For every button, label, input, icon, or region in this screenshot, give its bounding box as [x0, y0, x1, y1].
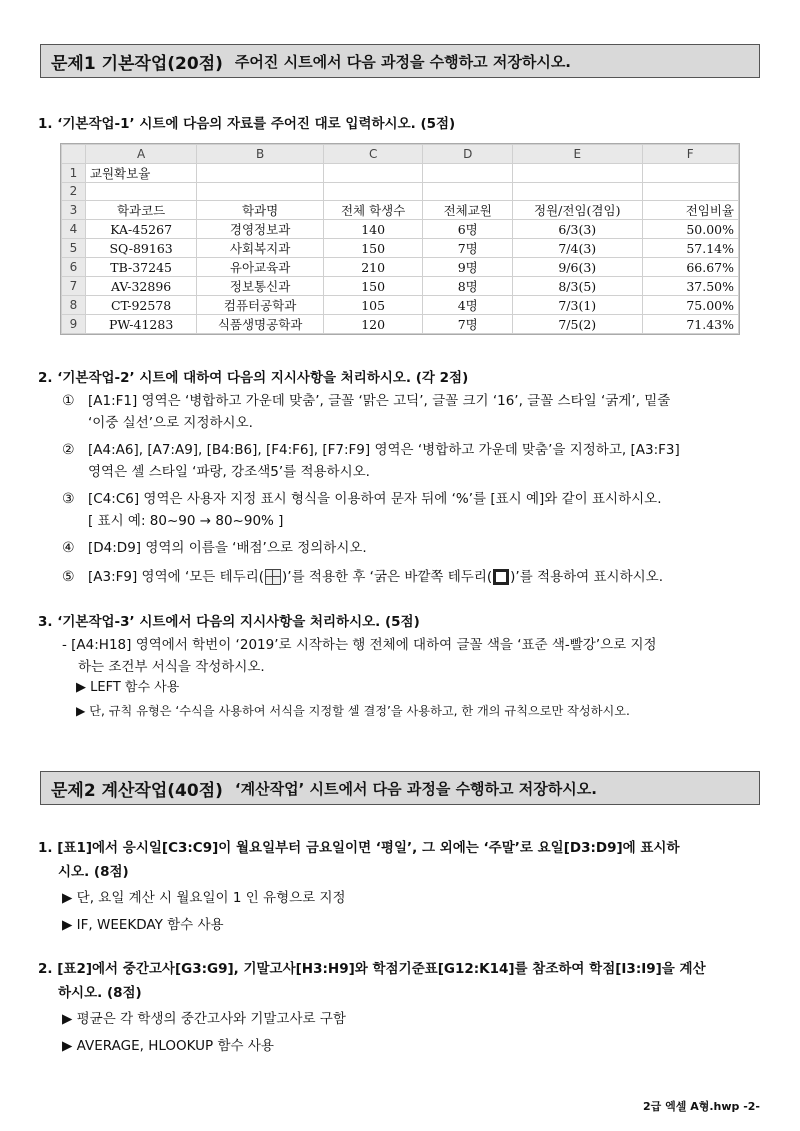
sheet-cell[interactable]: 컴퓨터공학과	[197, 296, 324, 315]
spreadsheet-table	[61, 144, 739, 334]
sheet-cell[interactable]	[513, 182, 643, 201]
sheet-cell[interactable]	[642, 182, 739, 201]
p2-q1-bullet2: ▶ IF, WEEKDAY 함수 사용	[62, 917, 224, 933]
column-header[interactable]: B	[197, 145, 324, 164]
row-header[interactable]: 2	[62, 182, 86, 201]
p1-q3-bullet2: ▶ 단, 규칙 유형은 ‘수식을 사용하여 서식을 지정할 셀 결정’을 사용하고, 한 개의 규칙으로만 작성하시오.	[76, 704, 630, 718]
sheet-cell[interactable]: 120	[323, 315, 423, 334]
column-header[interactable]: E	[513, 145, 643, 164]
p1-q3-num: 3.	[38, 614, 53, 630]
p2-q2-line2: 하시오. (8점)	[58, 985, 142, 1001]
row-header[interactable]: 9	[62, 315, 86, 334]
sheet-cell[interactable]	[85, 182, 196, 201]
row-header[interactable]: 3	[62, 201, 86, 220]
row-header[interactable]: 8	[62, 296, 86, 315]
column-header[interactable]: A	[85, 145, 196, 164]
sheet-cell[interactable]: 전체 학생수	[323, 201, 423, 220]
sheet-cell[interactable]: 4명	[423, 296, 513, 315]
p1-q2-text: ‘기본작업-2’ 시트에 대하여 다음의 지시사항을 처리하시오. (각 2점)	[57, 370, 469, 386]
sheet-cell[interactable]: 7/4(3)	[513, 239, 643, 258]
sheet-cell[interactable]	[423, 182, 513, 201]
sheet-cell[interactable]: 75.00%	[642, 296, 739, 315]
p2-q1-line1: [표1]에서 응시일[C3:C9]이 월요일부터 금요일이면 ‘평일’, 그 외에는 ‘주말’로 요일[D3:D9]에 표시하	[57, 840, 680, 856]
p1-q2-num: 2.	[38, 370, 53, 386]
sheet-cell[interactable]: 105	[323, 296, 423, 315]
problem2-title: 문제2 계산작업(40점)	[51, 780, 223, 801]
problem2-header	[40, 771, 760, 805]
sheet-cell[interactable]	[642, 163, 739, 182]
item-mark: ④	[62, 540, 75, 556]
p2-q2-num: 2.	[38, 961, 53, 977]
p2-q2-bullet1: ▶ 평균은 각 학생의 중간고사와 기말고사로 구함	[62, 1011, 346, 1027]
p1-q1	[38, 112, 762, 136]
sheet-row	[62, 258, 739, 277]
thick-outside-border-icon	[493, 569, 509, 585]
p1-q3-bullet1: ▶ LEFT 함수 사용	[76, 680, 180, 695]
sheet-row	[62, 315, 739, 334]
sheet-row	[62, 239, 739, 258]
sheet-cell[interactable]: 9/6(3)	[513, 258, 643, 277]
sheet-row	[62, 277, 739, 296]
sheet-cell[interactable]: 8명	[423, 277, 513, 296]
problem1-header	[40, 44, 760, 78]
sheet-cell[interactable]: 6/3(3)	[513, 220, 643, 239]
sheet-cell[interactable]: 71.43%	[642, 315, 739, 334]
row-header[interactable]: 5	[62, 239, 86, 258]
p1-q3-line2: 하는 조건부 서식을 작성하시오.	[78, 659, 265, 675]
p2-q1	[38, 836, 762, 860]
sheet-cell[interactable]: 7/3(1)	[513, 296, 643, 315]
sheet-cell[interactable]: 7명	[423, 315, 513, 334]
sheet-cell[interactable]: SQ-89163	[85, 239, 196, 258]
p2-q2	[38, 957, 762, 981]
problem1-title: 문제1 기본작업(20점)	[51, 53, 223, 74]
item-line1: [A1:F1] 영역은 ‘병합하고 가운데 맞춤’, 글꼴 ‘맑은 고딕’, 글꼴 크기 ‘16’, 글꼴 스타일 ‘굵게’, 밑줄	[88, 393, 671, 409]
p2-q2-line1: [표2]에서 중간고사[G3:G9], 기말고사[H3:H9]와 학점기준표[G12:K14]를 참조하여 학점[I3:I9]을 계산	[57, 961, 706, 977]
spreadsheet	[60, 143, 740, 335]
p1-q2-item4	[62, 536, 367, 560]
p1-q2-item3	[62, 487, 662, 511]
sheet-cell[interactable]: 50.00%	[642, 220, 739, 239]
p1-q2-item2	[62, 438, 680, 462]
sheet-cell[interactable]: 학과코드	[85, 201, 196, 220]
sheet-row	[62, 220, 739, 239]
column-header[interactable]: C	[323, 145, 423, 164]
p1-q2-item1-line2: ‘이중 실선’으로 지정하시오.	[88, 415, 253, 431]
sheet-cell[interactable]: 150	[323, 239, 423, 258]
p1-q3-text: ‘기본작업-3’ 시트에서 다음의 지시사항을 처리하시오. (5점)	[57, 614, 420, 630]
item-mark: ⑤	[62, 569, 75, 585]
sheet-cell[interactable]	[323, 163, 423, 182]
sheet-row	[62, 296, 739, 315]
sheet-cell[interactable]: 7/5(2)	[513, 315, 643, 334]
p1-q2-item5	[62, 565, 663, 589]
sheet-cell[interactable]: AV-32896	[85, 277, 196, 296]
p1-q2-item3-line2: [ 표시 예: 80~90 → 80~90% ]	[88, 513, 284, 529]
p1-q2-item1	[62, 389, 670, 413]
p2-q1-num: 1.	[38, 840, 53, 856]
sheet-cell[interactable]: 전임비율	[642, 201, 739, 220]
item-line1: [C4:C6] 영역은 사용자 지정 표시 형식을 이용하여 문자 뒤에 ‘%’를 [표시 예]와 같이 표시하시오.	[88, 491, 662, 507]
sheet-cell[interactable]: 식품생명공학과	[197, 315, 324, 334]
sheet-cell[interactable]: 전체교원	[423, 201, 513, 220]
item-part1: [A3:F9] 영역에 ‘모든 테두리(	[88, 569, 265, 585]
page-footer: 2급 엑셀 A형.hwp -2-	[643, 1100, 760, 1113]
sheet-cell[interactable]: 정보통신과	[197, 277, 324, 296]
sheet-cell[interactable]: 140	[323, 220, 423, 239]
row-header[interactable]: 1	[62, 163, 86, 182]
sheet-cell[interactable]: TB-37245	[85, 258, 196, 277]
item-line1: [A4:A6], [A7:A9], [B4:B6], [F4:F6], [F7:F9] 영역은 ‘병합하고 가운데 맞춤’을 지정하고, [A3:F3]	[88, 442, 680, 458]
sheet-cell[interactable]: 9명	[423, 258, 513, 277]
p1-q2	[38, 366, 762, 390]
p1-q1-text: ‘기본작업-1’ 시트에 다음의 자료를 주어진 대로 입력하시오. (5점)	[57, 116, 456, 132]
sheet-row	[62, 201, 739, 220]
item-mark: ③	[62, 491, 75, 507]
sheet-cell[interactable]: 210	[323, 258, 423, 277]
column-header-row	[62, 145, 739, 164]
sheet-row	[62, 163, 739, 182]
all-borders-icon	[265, 569, 281, 585]
sheet-cell[interactable]: 66.67%	[642, 258, 739, 277]
item-mark: ②	[62, 442, 75, 458]
sheet-cell[interactable]: 8/3(5)	[513, 277, 643, 296]
column-header[interactable]: F	[642, 145, 739, 164]
sheet-cell[interactable]	[323, 182, 423, 201]
p1-q2-item2-line2: 영역은 셀 스타일 ‘파랑, 강조색5’를 적용하시오.	[88, 464, 370, 480]
item-line1: [D4:D9] 영역의 이름을 ‘배점’으로 정의하시오.	[88, 540, 367, 556]
sheet-cell[interactable]: KA-45267	[85, 220, 196, 239]
p1-q3-line1: - [A4:H18] 영역에서 학번이 ‘2019’로 시작하는 행 전체에 대하여 글꼴 색을 ‘표준 색-빨강’으로 지정	[62, 637, 657, 653]
sheet-cell[interactable]: 7명	[423, 239, 513, 258]
p2-q1-bullet1: ▶ 단, 요일 계산 시 월요일이 1 인 유형으로 지정	[62, 890, 346, 906]
sheet-cell[interactable]	[513, 163, 643, 182]
sheet-cell[interactable]: 교원확보율	[85, 163, 196, 182]
sheet-cell[interactable]	[197, 182, 324, 201]
sheet-cell[interactable]	[197, 163, 324, 182]
sheet-cell[interactable]: 6명	[423, 220, 513, 239]
problem2-desc: ‘계산작업’ 시트에서 다음 과정을 수행하고 저장하시오.	[234, 779, 597, 798]
sheet-cell[interactable]: 37.50%	[642, 277, 739, 296]
corner-cell[interactable]	[62, 145, 86, 164]
sheet-cell[interactable]: 유아교육과	[197, 258, 324, 277]
item-part3: )’를 적용하여 표시하시오.	[510, 569, 663, 585]
item-mark: ①	[62, 393, 75, 409]
p1-q3	[38, 610, 762, 634]
p2-q1-line2: 시오. (8점)	[58, 864, 129, 880]
sheet-cell[interactable]: 150	[323, 277, 423, 296]
p2-q2-bullet2: ▶ AVERAGE, HLOOKUP 함수 사용	[62, 1038, 274, 1054]
p1-q1-num: 1.	[38, 116, 53, 132]
sheet-cell[interactable]: 정원/전임(겸임)	[513, 201, 643, 220]
sheet-cell[interactable]: 학과명	[197, 201, 324, 220]
column-header[interactable]: D	[423, 145, 513, 164]
sheet-cell[interactable]: 57.14%	[642, 239, 739, 258]
row-header[interactable]: 6	[62, 258, 86, 277]
sheet-cell[interactable]: 사회복지과	[197, 239, 324, 258]
item-part2: )’를 적용한 후 ‘굵은 바깥쪽 테두리(	[282, 569, 493, 585]
sheet-cell[interactable]: 경영정보과	[197, 220, 324, 239]
sheet-cell[interactable]: PW-41283	[85, 315, 196, 334]
problem1-desc: 주어진 시트에서 다음 과정을 수행하고 저장하시오.	[234, 52, 572, 71]
row-header[interactable]: 4	[62, 220, 86, 239]
sheet-cell[interactable]: CT-92578	[85, 296, 196, 315]
sheet-row	[62, 182, 739, 201]
row-header[interactable]: 7	[62, 277, 86, 296]
sheet-cell[interactable]	[423, 163, 513, 182]
